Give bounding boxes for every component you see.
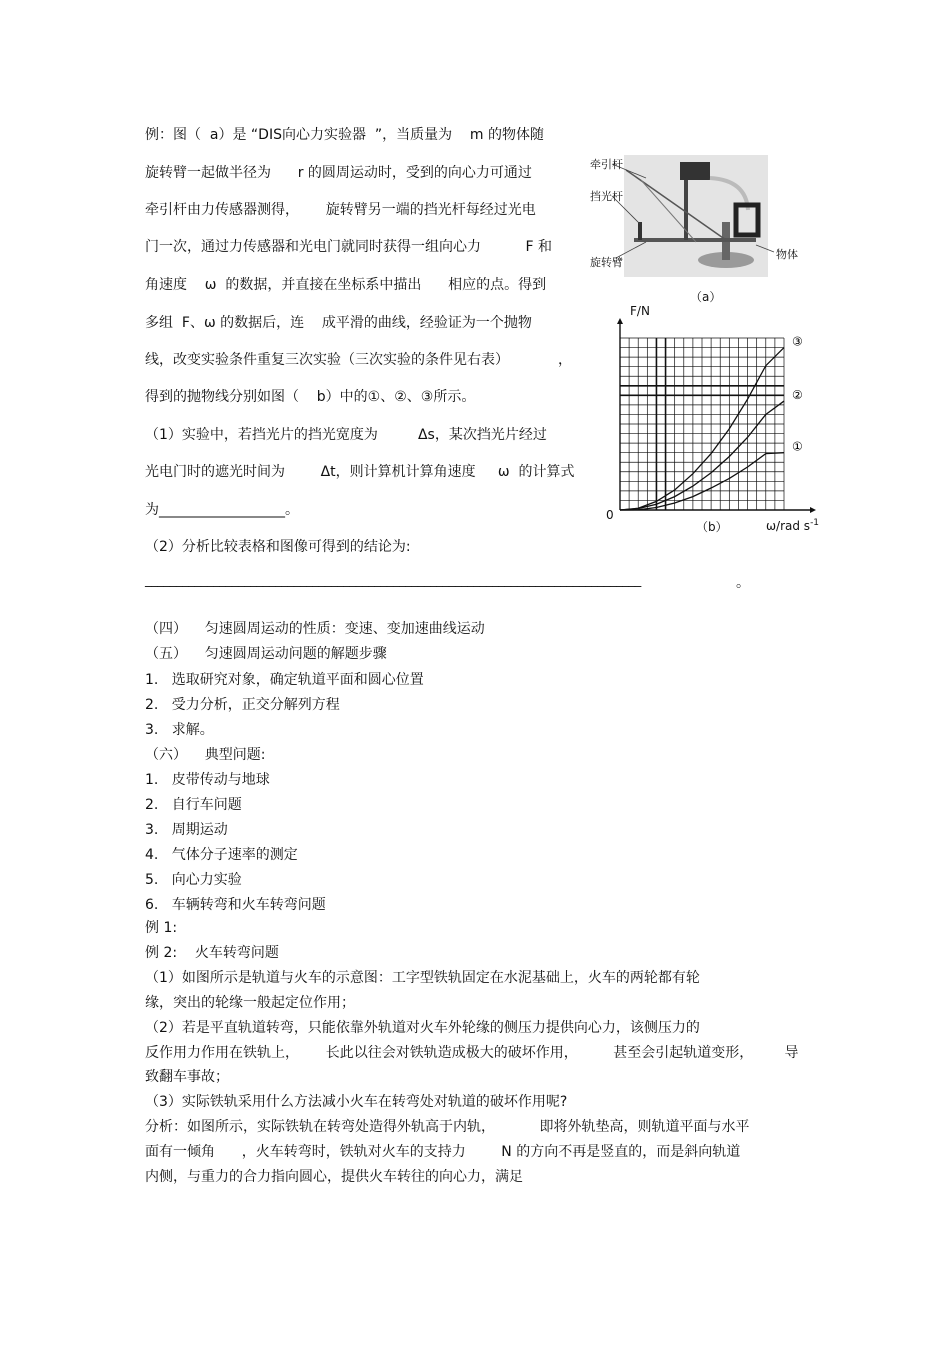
section-line: （2）若是平直轨道转弯，只能依靠外轨道对火车外轮缘的侧压力提供向心力，该侧压力的 [145, 1020, 700, 1036]
label-object: 物体 [776, 248, 798, 261]
f-omega-chart [600, 300, 830, 536]
label-rotating-arm: 旋转臂 [590, 256, 623, 269]
section-line: （3）实际铁轨采用什么方法减小火车在转弯处对轨道的破坏作用呢? [145, 1094, 568, 1110]
question-1: （1）实验中，若挡光片的挡光宽度为 Δs，某次挡光片经过 [145, 427, 547, 443]
x-axis-arrow [810, 507, 816, 513]
apparatus-illustration [586, 150, 786, 310]
section-line: 2. 受力分析，正交分解列方程 [145, 697, 340, 713]
intro-line: 角速度 ω 的数据，并直接在坐标系中描出 相应的点。得到 [145, 277, 547, 293]
section-line: （五） 匀速圆周运动问题的解题步骤 [145, 646, 387, 662]
section-line: 反作用力作用在铁轨上， 长此以往会对铁轨造成极大的破坏作用， 甚至会引起轨道变形， 导 [145, 1045, 799, 1061]
curve-label-1: ① [792, 439, 803, 454]
section-line: 内侧，与重力的合力指向圆心，提供火车转往的向心力，满足 [145, 1169, 523, 1185]
label-shade-rod: 挡光杆 [590, 190, 623, 203]
section-line: 例 1: [145, 920, 178, 936]
intro-line: 光电门时的遮光时间为 Δt，则计算机计算角速度 ω 的计算式 [145, 464, 575, 480]
section-line: 分析：如图所示，实际铁轨在转弯处造得外轨高于内轨， 即将外轨垫高，则轨道平面与水平 [145, 1119, 750, 1135]
chart-grid [620, 338, 784, 510]
intro-line: 牵引杆由力传感器测得， 旋转臂另一端的挡光杆每经过光电 [145, 202, 536, 218]
section-line: （六） 典型问题: [145, 747, 266, 763]
curve-label-3: ③ [792, 334, 803, 349]
x-axis-label-text: ω/rad s [766, 519, 811, 533]
intro-line: 门一次，通过力传感器和光电门就同时获得一组向心力 F 和 [145, 239, 553, 255]
section-line: （四） 匀速圆周运动的性质：变速、变加速曲线运动 [145, 621, 485, 637]
intro-line: 多组 F、ω 的数据后，连 成平滑的曲线，经验证为一个抛物 [145, 315, 532, 331]
section-line: 面有一倾角 ，火车转弯时，铁轨对火车的支持力 N 的方向不再是竖直的，而是斜向轨道 [145, 1144, 741, 1160]
answer-end-mark: 。 [736, 575, 750, 591]
intro-line: 旋转臂一起做半径为 r 的圆周运动时，受到的向心力可通过 [145, 165, 532, 181]
answer-blank-1: 为__________________。 [145, 502, 299, 518]
section-line: 缘，突出的轮缘一般起定位作用； [145, 995, 355, 1011]
y-axis-label: F/N [630, 304, 650, 318]
chart-curve-labels [792, 335, 803, 454]
section-line: 致翻车事故； [145, 1069, 229, 1085]
answer-blank-2: ________________________________________________________________________________ [145, 573, 642, 588]
intro-line: 例：图（ a）是 “DIS向心力实验器 ”，当质量为 m 的物体随 [145, 127, 545, 143]
section-line: 3. 周期运动 [145, 822, 228, 838]
intro-line: 线，改变实验条件重复三次实验（三次实验的条件见右表） ， [145, 352, 572, 368]
question-2: （2）分析比较表格和图像可得到的结论为: [145, 539, 411, 555]
section-line: 5. 向心力实验 [145, 872, 242, 888]
figure-b-caption: （b） [696, 520, 728, 534]
section-line: （1）如图所示是轨道与火车的示意图：工字型铁轨固定在水泥基础上，火车的两轮都有轮 [145, 970, 700, 986]
section-line: 4. 气体分子速率的测定 [145, 847, 298, 863]
figure-a [586, 150, 798, 310]
label-traction-rod: 牵引杆 [590, 158, 623, 171]
section-line: 1. 皮带传动与地球 [145, 772, 270, 788]
section-line: 3. 求解。 [145, 722, 214, 738]
x-axis-label [766, 514, 819, 535]
x-axis-label-sup: -1 [810, 518, 820, 528]
section-line: 6. 车辆转弯和火车转弯问题 [145, 897, 326, 913]
intro-line: 得到的抛物线分别如图（ b）中的①、②、③所示。 [145, 389, 476, 405]
y-axis-arrow [617, 318, 623, 324]
figure-b [600, 300, 830, 536]
origin-label: 0 [606, 508, 614, 522]
section-line: 2. 自行车问题 [145, 797, 242, 813]
curve-label-2: ② [792, 388, 803, 403]
figure-a-caption: （a） [690, 290, 722, 304]
section-line: 例 2: 火车转弯问题 [145, 945, 279, 961]
section-line: 1. 选取研究对象，确定轨道平面和圆心位置 [145, 672, 424, 688]
